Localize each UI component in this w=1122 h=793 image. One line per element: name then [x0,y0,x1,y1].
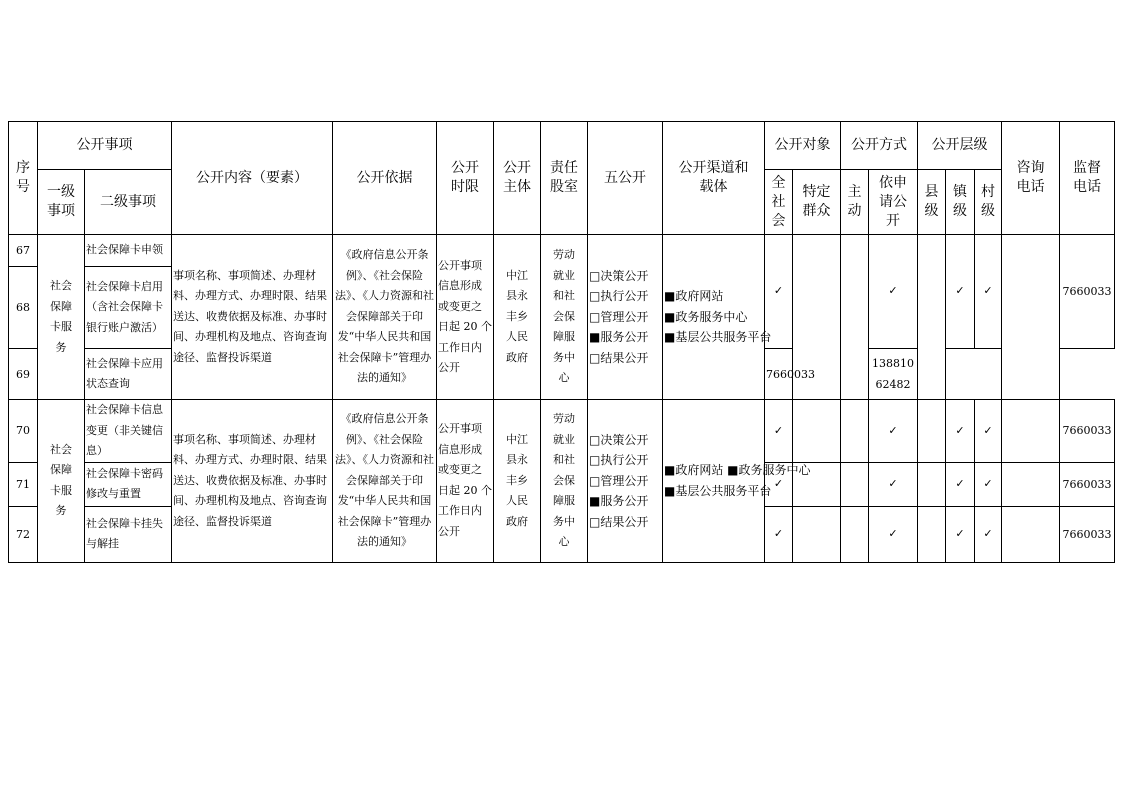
row-seq: 72 [9,506,38,562]
dept-cell: 劳动就业和社会保障服务中心 [541,235,588,400]
header-level-county: 县级 [918,170,946,235]
header-item: 公开事项 [38,122,172,170]
header-level-village: 村级 [975,170,1002,235]
check-mark: ✓ [765,506,793,562]
check-mark: ✓ [975,235,1002,349]
check-mark: ✓ [946,400,975,463]
empty-cell [841,400,869,463]
check-mark: ✓ [975,462,1002,506]
header-time-limit: 公开时限 [437,122,494,235]
header-consult: 咨询电话 [1002,122,1060,235]
header-method: 公开方式 [841,122,918,170]
consult-phone: 7660033 [765,349,793,400]
dept-cell: 劳动就业和社会保障服务中心 [541,400,588,563]
header-level2: 二级事项 [85,170,172,235]
header-basis: 公开依据 [333,122,437,235]
channel-item: ■基层公共服务平台 [664,483,772,498]
empty-cell [841,506,869,562]
empty-cell [918,400,946,463]
five-item: □决策公开 [589,268,649,283]
header-method-apply: 依申请公开 [869,170,918,235]
check-mark: ✓ [869,235,918,349]
empty-cell [793,506,841,562]
row-seq: 69 [9,349,38,400]
level2-cell: 社会保障卡应用状态查询 [85,349,172,400]
basis-cell: 《政府信息公开条例》、《社会保险法》、《人力资源和社会保障部关于印发“中华人民共和国社会保障卡”管理办法的通知》 [333,400,437,563]
header-level1: 一级事项 [38,170,85,235]
empty-cell [793,400,841,463]
table-row [9,235,1115,267]
five-item: □执行公开 [589,289,649,304]
check-mark: ✓ [869,400,918,463]
empty-cell [918,506,946,562]
level1-cell: 社会保障卡服务 [38,235,85,400]
empty-cell [1002,235,1060,400]
row-seq: 70 [9,400,38,463]
empty-cell [918,235,946,400]
header-target: 公开对象 [765,122,841,170]
channel-item: ■基层公共服务平台 [664,330,772,345]
check-mark: ✓ [869,506,918,562]
row-seq: 67 [9,235,38,267]
row-seq: 68 [9,267,38,349]
consult-phone: 7660033 [1060,235,1115,349]
disclosure-table [8,121,1115,563]
level2-cell: 社会保障卡挂失与解挂 [85,506,172,562]
five-item: □结果公开 [589,350,649,365]
header-subject: 公开主体 [494,122,541,235]
five-cell [588,400,663,563]
five-item: ■服务公开 [589,330,649,345]
header-level-town: 镇级 [946,170,975,235]
header-method-active: 主动 [841,170,869,235]
check-mark: ✓ [765,235,793,349]
check-mark: ✓ [869,462,918,506]
empty-cell [1002,400,1060,463]
level2-cell: 社会保障卡启用（含社会保障卡银行账户激活） [85,267,172,349]
time-limit-cell: 公开事项信息形成或变更之日起 20 个工作日内公开 [437,235,494,400]
check-mark: ✓ [946,235,975,349]
channel-cell [663,400,811,563]
five-item: □管理公开 [589,473,649,488]
consult-phone: 7660033 [1060,462,1115,506]
five-item: □结果公开 [589,514,649,529]
check-mark: ✓ [946,462,975,506]
content-cell: 事项名称、事项简述、办理材料、办理方式、办理时限、结果送达、收费依据及标准、办事时间、办理机构及地点、咨询查询途径、监督投诉渠道 [172,400,333,563]
empty-cell [841,235,869,400]
header-row-1 [9,122,1115,170]
empty-cell [1002,462,1060,506]
time-limit-cell: 公开事项信息形成或变更之日起 20 个工作日内公开 [437,400,494,563]
header-level: 公开层级 [918,122,1002,170]
header-target-specific: 特定群众 [793,170,841,235]
empty-cell [1002,506,1060,562]
channel-cell [663,235,772,400]
subject-cell: 中江县永丰乡人民政府 [494,235,541,400]
consult-phone: 7660033 [1060,400,1115,463]
five-item: □执行公开 [589,453,649,467]
channel-item: ■政府网站 [664,289,724,304]
check-mark: ✓ [946,506,975,562]
five-cell [588,235,663,400]
header-target-all: 全社会 [765,170,793,235]
table-row [9,400,1115,463]
level2-cell: 社会保障卡密码修改与重置 [85,462,172,506]
five-item: ■服务公开 [589,494,649,508]
row-seq: 71 [9,462,38,506]
header-five: 五公开 [588,122,663,235]
check-mark: ✓ [975,506,1002,562]
header-seq: 序号 [9,122,38,235]
consult-phone: 7660033 [1060,506,1115,562]
header-supervise: 监督电话 [1060,122,1115,235]
content-cell: 事项名称、事项简述、办理材料、办理方式、办理时限、结果送达、收费依据及标准、办事时间、办理机构及地点、咨询查询途径、监督投诉渠道 [172,235,333,400]
header-channel: 公开渠道和载体 [663,122,765,235]
empty-cell [841,462,869,506]
subject-cell: 中江县永丰乡人民政府 [494,400,541,563]
five-item: □决策公开 [589,432,649,447]
check-mark: ✓ [765,462,793,506]
empty-cell [918,462,946,506]
check-mark: ✓ [765,400,793,463]
header-content: 公开内容（要素） [172,122,333,235]
level2-cell: 社会保障卡申领 [85,235,172,267]
level2-cell: 社会保障卡信息变更（非关键信息） [85,400,172,463]
header-dept: 责任股室 [541,122,588,235]
basis-cell: 《政府信息公开条例》、《社会保险法》、《人力资源和社会保障部关于印发“中华人民共和国社会保障卡”管理办法的通知》 [333,235,437,400]
five-item: □管理公开 [589,309,649,324]
channel-item: ■政务服务中心 [664,309,748,324]
supervise-phone: 13881062482 [869,349,918,400]
level1-cell: 社会保障卡服务 [38,400,85,563]
channel-item: ■政府网站 ■政务服务中心 [664,463,811,478]
check-mark: ✓ [975,400,1002,463]
